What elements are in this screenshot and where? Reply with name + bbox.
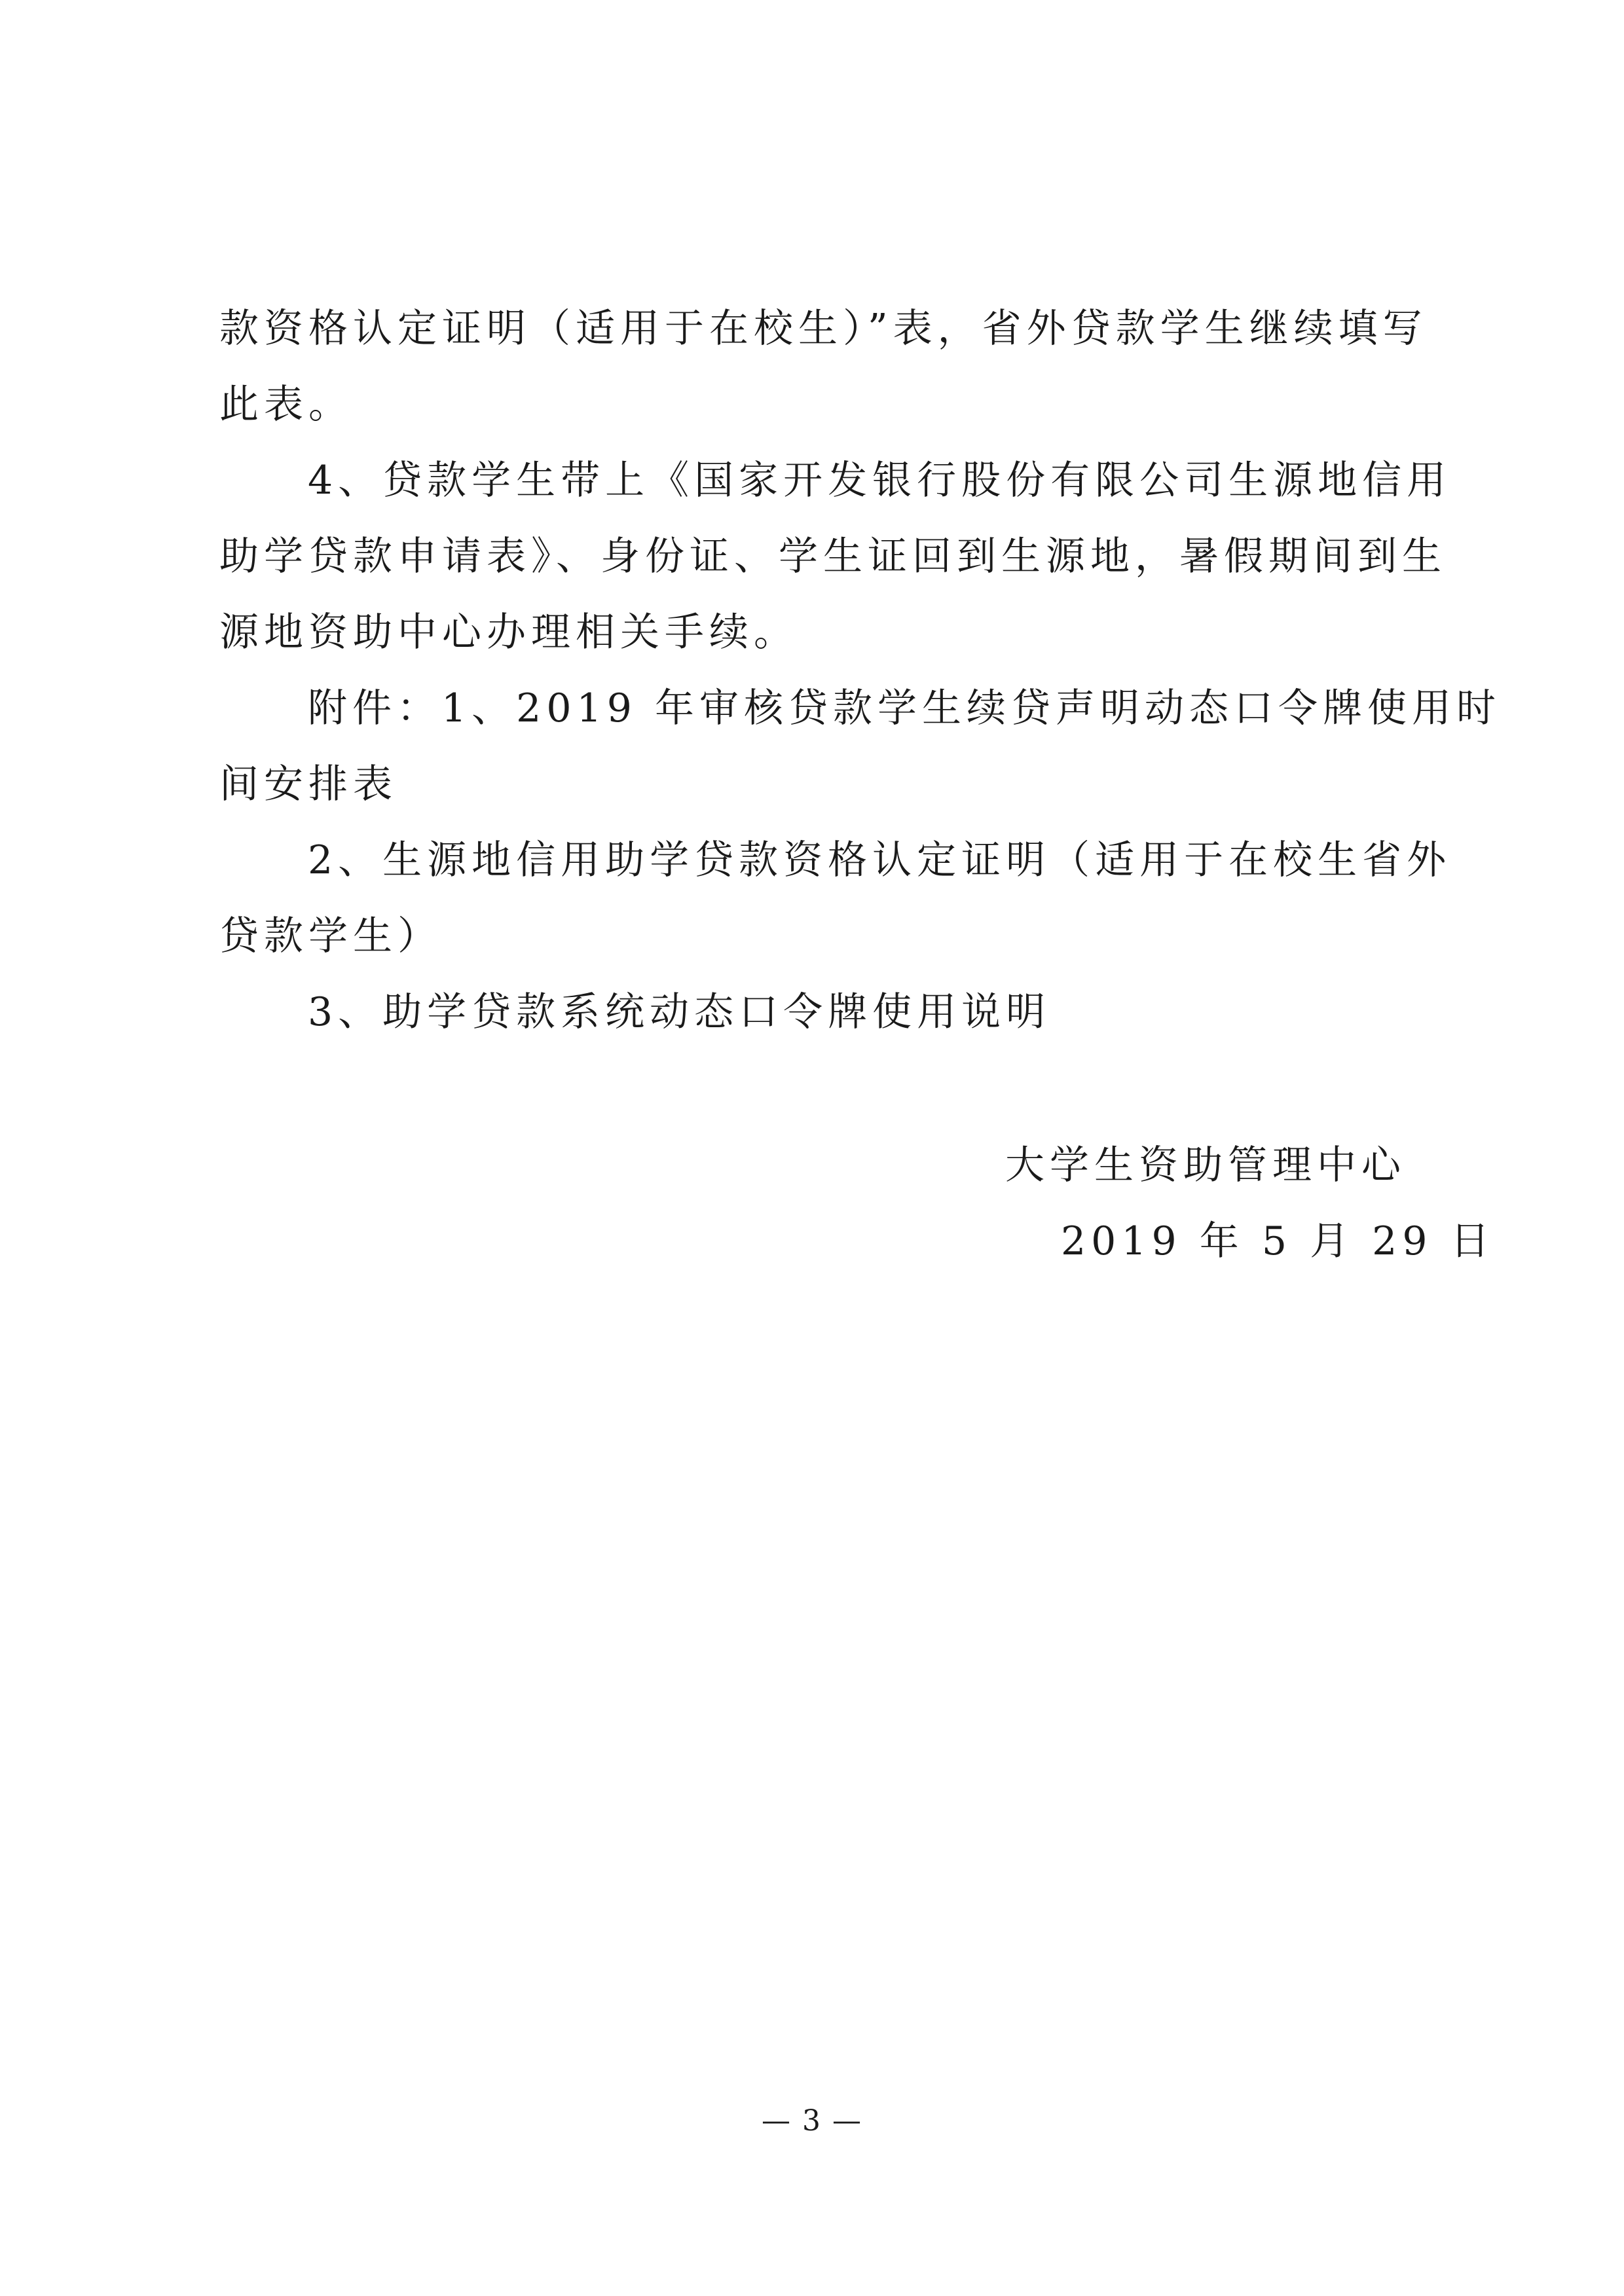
page-number: — 3 — [762, 2104, 862, 2138]
signature-organization: 大学生资助管理中心 [1005, 1142, 1406, 1188]
attachment-1-line-2: 间安排表 [219, 761, 397, 807]
paragraph-4-line-1: 4、贷款学生带上《国家开发银行股份有限公司生源地信用 [308, 458, 1452, 503]
paragraph-3-line-2: 此表。 [219, 382, 353, 428]
attachment-1-line-1: 附件：1、2019 年审核贷款学生续贷声明动态口令牌使用时 [308, 685, 1501, 731]
paragraph-3-line-1: 款资格认定证明（适用于在校生）”表，省外贷款学生继续填写 [219, 306, 1428, 352]
paragraph-4-line-3: 源地资助中心办理相关手续。 [219, 610, 798, 655]
attachment-2-line-2: 贷款学生） [219, 913, 442, 959]
attachment-3-line-1: 3、助学贷款系统动态口令牌使用说明 [308, 989, 1051, 1035]
attachment-2-line-1: 2、生源地信用助学贷款资格认定证明（适用于在校生省外 [308, 837, 1452, 883]
paragraph-4-line-2: 助学贷款申请表》、身份证、学生证回到生源地，暑假期间到生 [219, 534, 1447, 579]
signature-date: 2019 年 5 月 29 日 [1061, 1218, 1495, 1264]
